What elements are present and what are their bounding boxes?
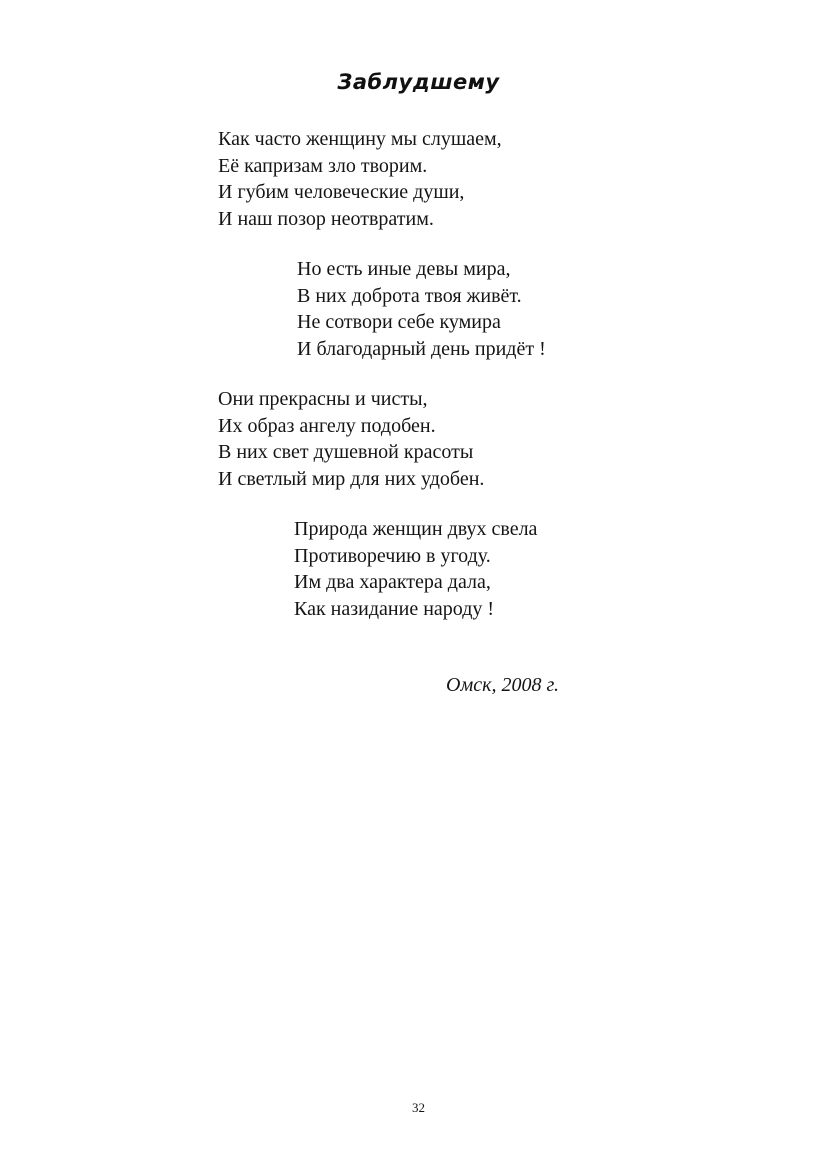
stanza-1 bbox=[218, 126, 502, 232]
poem-line: В них доброта твоя живёт. bbox=[297, 284, 522, 307]
poem-line: И благодарный день придёт ! bbox=[297, 337, 546, 360]
poem-line: Но есть иные девы мира, bbox=[297, 258, 511, 280]
poem-line: В них свет душевной красоты bbox=[218, 441, 474, 463]
poem-title: Заблудшему bbox=[337, 70, 500, 94]
poem-line: Её капризам зло творим. bbox=[218, 154, 428, 177]
poem-line: И наш позор неотвратим. bbox=[218, 207, 434, 230]
poem-line: Противоречию в угоду. bbox=[294, 544, 491, 567]
poem-line: Как часто женщину мы слушаем, bbox=[218, 128, 502, 150]
poem-line: Им два характера дала, bbox=[294, 571, 491, 593]
poem-line: Природа женщин двух свела bbox=[294, 518, 538, 540]
page-number: 32 bbox=[412, 1100, 425, 1115]
poem-line: Они прекрасны и чисты, bbox=[218, 388, 428, 410]
poem-line: Не сотвори себе кумира bbox=[297, 311, 501, 333]
stanza-2 bbox=[297, 256, 546, 362]
stanza-3 bbox=[218, 386, 484, 492]
poem-line: И губим человеческие души, bbox=[218, 181, 465, 203]
poem-line: Как назидание народу ! bbox=[294, 597, 495, 620]
poem-signature: Омск, 2008 г. bbox=[446, 674, 559, 696]
poem-line: И светлый мир для них удобен. bbox=[218, 467, 485, 490]
stanza-4 bbox=[294, 516, 537, 622]
poem-line: Их образ ангелу подобен. bbox=[218, 414, 436, 437]
